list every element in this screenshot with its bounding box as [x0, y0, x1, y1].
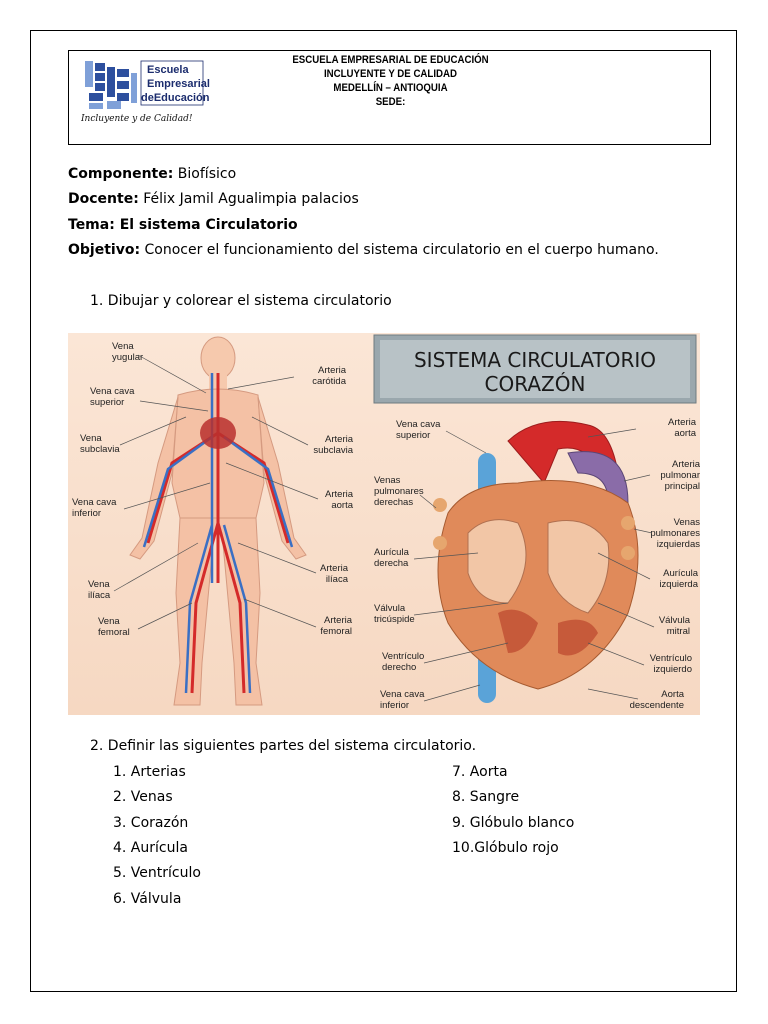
svg-text:Arteriaaorta: Arteria aorta [668, 417, 696, 439]
school-line: ESCUELA EMPRESARIAL DE EDUCACIÓN [292, 54, 489, 66]
school-name [69, 53, 712, 109]
svg-text:Válvulatricúspide: Válvula tricúspide [374, 603, 415, 625]
list-item: 5. Ventrículo [113, 865, 201, 881]
svg-text:Arteriailíaca: Arteria ilíaca [320, 563, 348, 585]
school-line: MEDELLÍN – ANTIOQUIA [333, 82, 448, 94]
list-item: 6. Válvula [113, 891, 182, 907]
svg-text:Válvulamitral: Válvula mitral [658, 615, 690, 637]
svg-text:Arteriapulmonarprincipal: Arteria pulmonar principal [660, 459, 700, 492]
list-item: 8. Sangre [452, 789, 520, 805]
svg-text:Venailíaca: Vena ilíaca [88, 579, 111, 601]
school-header [68, 50, 711, 145]
question-1: 1. Dibujar y colorear el sistema circulatorio [90, 293, 392, 309]
circulatory-illustration [68, 333, 700, 715]
list-item: 7. Aorta [452, 764, 508, 780]
svg-text:Escuela: Escuela [147, 64, 189, 76]
svg-text:Arteriasubclavia: Arteria subclavia [313, 434, 353, 456]
svg-text:Venayugular: Vena yugular [112, 341, 144, 363]
list-item: 4. Aurícula [113, 840, 188, 856]
svg-text:Aurículaderecha: Aurícula derecha [374, 547, 409, 569]
svg-text:CORAZÓN: CORAZÓN [484, 372, 586, 396]
svg-text:Arteriafemoral: Arteria femoral [320, 615, 352, 637]
list-item: 1. Arterias [113, 764, 186, 780]
svg-text:Venaspulmonaresizquierdas: Venas pulmonares izquierdas [650, 517, 700, 550]
svg-text:Vena cavainferior: Vena cava inferior [380, 689, 425, 711]
tema-line: Tema: El sistema Circulatorio [68, 217, 298, 233]
school-line: INCLUYENTE Y DE CALIDAD [323, 68, 458, 80]
list-item: 10.Glóbulo rojo [452, 840, 559, 856]
svg-text:Vena cavasuperior: Vena cava superior [90, 386, 135, 408]
svg-text:Incluyente y de Calidad!: Incluyente y de Calidad! [81, 114, 193, 124]
list-item: 2. Venas [113, 789, 173, 805]
illustration-title [374, 335, 696, 403]
svg-text:Empresarial: Empresarial [147, 78, 210, 90]
svg-text:Arteriacarótida: Arteria carótida [312, 365, 346, 387]
objetivo-line: Objetivo: Conocer el funcionamiento del sistema circulatorio en el cuerpo humano. [68, 242, 659, 258]
svg-text:Venaspulmonaresderechas: Venas pulmonares derechas [374, 475, 424, 508]
list-item: 9. Glóbulo blanco [452, 815, 575, 831]
svg-text:Ventrículoizquierdo: Ventrículo izquierdo [649, 653, 692, 675]
school-line: SEDE: [375, 96, 406, 108]
svg-text:deEducación: deEducación [141, 92, 210, 104]
componente-line: Componente: Biofísico [68, 166, 237, 182]
svg-text:Venasubclavia: Vena subclavia [80, 433, 120, 455]
svg-text:Vena cavasuperior: Vena cava superior [396, 419, 441, 441]
docente-line: Docente: Félix Jamil Agualimpia palacios [68, 191, 359, 207]
svg-text:Vena cavainferior: Vena cava inferior [72, 497, 117, 519]
question-2: 2. Definir las siguientes partes del sistema circulatorio. [90, 738, 477, 754]
svg-text:Ventrículoderecho: Ventrículo derecho [382, 651, 425, 673]
svg-text:Arteriaaorta: Arteria aorta [325, 489, 353, 511]
svg-text:SISTEMA CIRCULATORIO: SISTEMA CIRCULATORIO [413, 348, 657, 372]
svg-text:Venafemoral: Vena femoral [98, 616, 130, 638]
list-item: 3. Corazón [113, 815, 189, 831]
svg-text:Aortadescendente: Aorta descendente [629, 689, 684, 711]
svg-text:Aurículaizquierda: Aurícula izquierda [659, 568, 698, 590]
